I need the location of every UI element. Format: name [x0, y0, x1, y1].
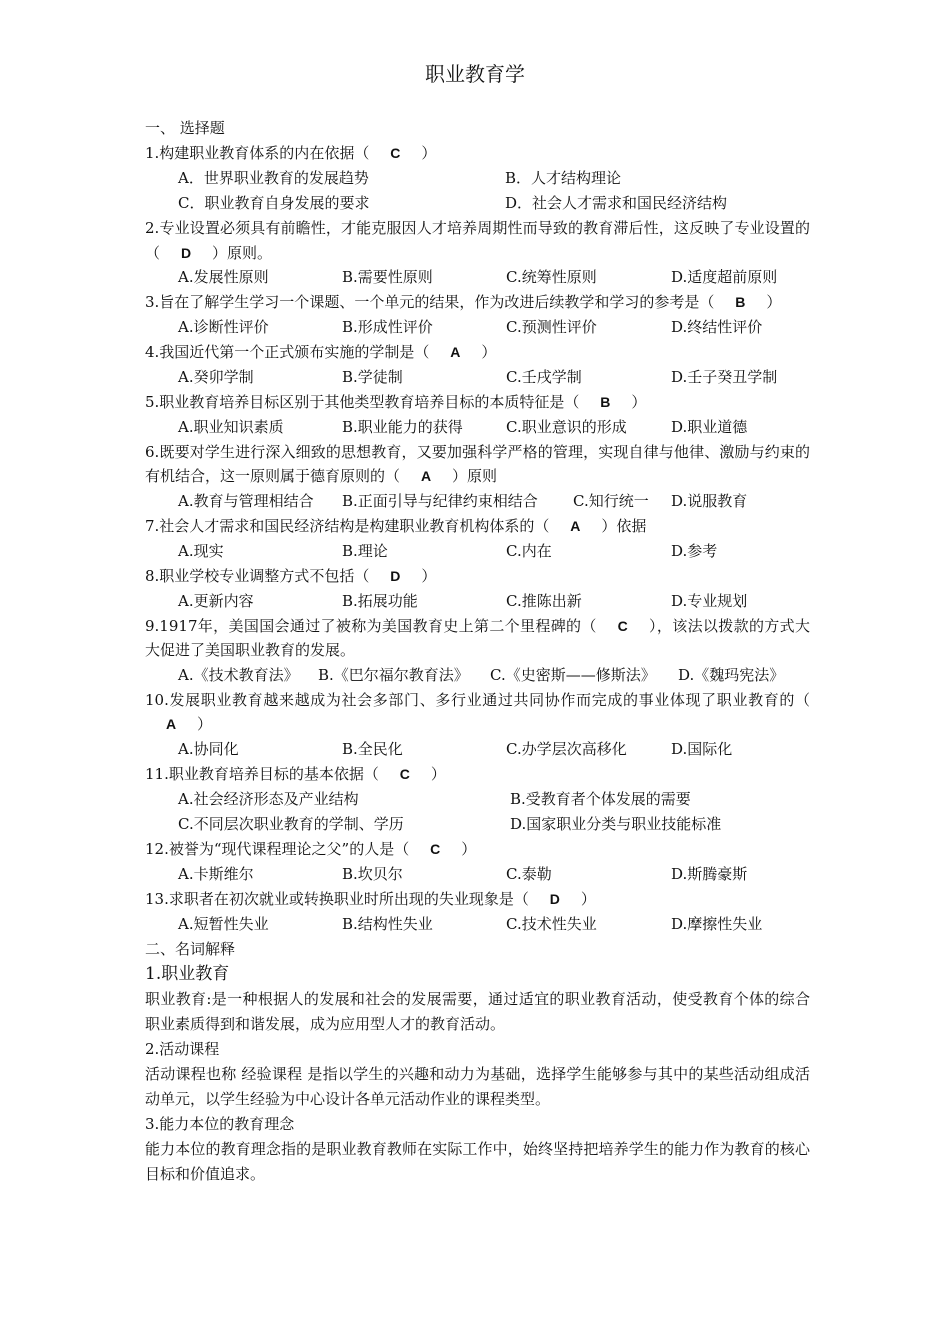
options-12 [145, 862, 810, 887]
option-a: A.协同化 [178, 739, 239, 758]
option-b: B.全民化 [342, 739, 403, 758]
option-c: C.推陈出新 [506, 591, 582, 610]
option-d: D.终结性评价 [671, 317, 763, 336]
answer-8: D [390, 567, 401, 584]
term-heading-3: 3.能力本位的教育理念 [145, 1114, 295, 1133]
option-a: A.诊断性评价 [178, 317, 269, 336]
option-c: C.壬戌学制 [506, 367, 582, 386]
answer-3: B [735, 294, 746, 310]
answer-2: D [180, 244, 192, 261]
section-heading-terms: 二、名词解释 [145, 939, 236, 958]
option-b: B.拓展功能 [342, 591, 418, 610]
option-a: A.现实 [178, 541, 224, 560]
options-1b [145, 191, 810, 216]
option-c: C.《史密斯——修斯法》 [490, 665, 656, 684]
question-8: 8.职业学校专业调整方式不包括（ D ） [145, 564, 810, 589]
option-d: D.国际化 [671, 739, 733, 758]
question-13: 13.求职者在初次就业或转换职业时所出现的失业现象是（ D ） [145, 887, 810, 912]
option-d: D.摩擦性失业 [671, 914, 763, 933]
option-b: B．人才结构理论 [505, 169, 622, 187]
answer-4: A [450, 343, 461, 360]
option-d: D.壬子癸丑学制 [671, 367, 778, 386]
option-d: D.专业规划 [671, 591, 748, 610]
option-c: C.不同层次职业教育的学制、学历 [178, 814, 404, 833]
option-a: A.更新内容 [178, 591, 254, 610]
options-10 [145, 737, 810, 762]
answer-5: B [600, 393, 611, 410]
options-2 [145, 265, 810, 290]
option-c: C.泰勒 [506, 864, 552, 883]
question-4: 4.我国近代第一个正式颁布实施的学制是（ A ） [145, 340, 810, 365]
option-a: A．世界职业教育的发展趋势 [178, 169, 369, 187]
option-a: A.癸卯学制 [178, 367, 254, 386]
options-13 [145, 912, 810, 937]
option-d: D.《魏玛宪法》 [678, 665, 785, 684]
option-c: C.预测性评价 [506, 317, 597, 336]
options-4 [145, 365, 810, 390]
option-c: C.职业意识的形成 [506, 417, 627, 436]
option-d: D.国家职业分类与职业技能标准 [510, 814, 722, 833]
options-11b [145, 812, 810, 837]
option-b: B.坎贝尔 [342, 864, 403, 883]
option-c: C.内在 [506, 541, 552, 560]
answer-13: D [549, 890, 560, 907]
option-c: C.办学层次高移化 [506, 739, 627, 758]
answer-6: A [420, 468, 432, 484]
question-7: 7.社会人才需求和国民经济结构是构建职业教育机构体系的（ A ）依据 [145, 514, 810, 539]
option-c: C.知行统一 [573, 491, 649, 510]
answer-9: C [617, 617, 628, 634]
option-a: A.发展性原则 [178, 268, 269, 286]
answer-12: C [430, 840, 441, 857]
option-b: B.正面引导与纪律约束相结合 [342, 491, 538, 510]
option-d: D.斯腾豪斯 [671, 864, 748, 883]
answer-1: C [390, 145, 401, 161]
option-c: C.统筹性原则 [506, 268, 597, 286]
option-b: B.形成性评价 [342, 317, 433, 336]
option-d: D．社会人才需求和国民经济结构 [505, 194, 728, 212]
answer-10: A [165, 716, 177, 732]
term-definition-3: 能力本位的教育理念指的是职业教育教师在实际工作中，始终坚持把培养学生的能力作为教育的核心目标和价值追求。 [145, 1139, 810, 1183]
option-d: D.职业道德 [671, 417, 748, 436]
option-a: A.短暂性失业 [178, 914, 269, 933]
options-5 [145, 415, 810, 440]
option-b: B.学徒制 [342, 367, 403, 386]
question-5: 5.职业教育培养目标区别于其他类型教育培养目标的本质特征是（ B ） [145, 390, 810, 415]
question-2: 2.专业设置必须具有前瞻性，才能克服因人才培养周期性而导致的教育滞后性，这反映了专业设置的（ D ）原则。 [145, 216, 810, 265]
option-d: D.参考 [671, 541, 718, 560]
document-body [145, 116, 810, 1187]
option-a: A.教育与管理相结合 [178, 491, 314, 510]
question-1: 1.构建职业教育体系的内在依据（ C ） [145, 141, 810, 166]
option-d: D.说服教育 [671, 491, 748, 510]
term-heading-2: 2.活动课程 [145, 1039, 220, 1058]
term-definition-2: 活动课程也称 经验课程 是指以学生的兴趣和动力为基础，选择学生能够参与其中的某些活动组成活动单元，以学生经验为中心设计各单元活动作业的课程类型。 [145, 1064, 810, 1108]
option-d: D.适度超前原则 [671, 268, 778, 286]
option-c: C.技术性失业 [506, 914, 597, 933]
section-heading-choice: 一、 选择题 [145, 119, 225, 137]
answer-11: C [399, 765, 410, 782]
options-7 [145, 539, 810, 564]
options-6 [145, 489, 810, 514]
question-10: 10.发展职业教育越来越成为社会多部门、多行业通过共同协作而完成的事业体现了职业教育的（A ） [145, 688, 810, 737]
question-9: 9.1917年，美国国会通过了被称为美国教育史上第二个里程碑的（ C ），该法以拨款的方式大大促进了美国职业教育的发展。 [145, 614, 810, 663]
option-a: A.职业知识素质 [178, 417, 284, 436]
option-b: B.职业能力的获得 [342, 417, 463, 436]
options-1 [145, 166, 810, 191]
options-9 [145, 663, 810, 688]
answer-7: A [570, 517, 581, 534]
question-12: 12.被誉为“现代课程理论之父”的人是（ C ） [145, 837, 810, 862]
option-b: B.结构性失业 [342, 914, 433, 933]
term-definition-1: 职业教育:是一种根据人的发展和社会的发展需要，通过适宜的职业教育活动，使受教育个体的综合职业素质得到和谐发展，成为应用型人才的教育活动。 [145, 989, 810, 1033]
term-heading-1: 1.职业教育 [145, 963, 230, 984]
option-b: B.需要性原则 [342, 268, 433, 286]
options-11 [145, 787, 810, 812]
option-a: A.社会经济形态及产业结构 [178, 789, 359, 808]
options-8 [145, 589, 810, 614]
option-b: B.理论 [342, 541, 388, 560]
document-title: 职业教育学 [425, 62, 525, 86]
option-c: C．职业教育自身发展的要求 [178, 194, 370, 212]
option-a: A.《技术教育法》 [178, 665, 299, 684]
option-a: A.卡斯维尔 [178, 864, 254, 883]
option-b: B.受教育者个体发展的需要 [510, 789, 691, 808]
question-3: 3.旨在了解学生学习一个课题、一个单元的结果，作为改进后续教学和学习的参考是（ B ） [145, 290, 810, 315]
options-3 [145, 315, 810, 340]
option-b: B.《巴尔福尔教育法》 [318, 665, 469, 684]
question-6: 6.既要对学生进行深入细致的思想教育，又要加强科学严格的管理，实现自律与他律、激励与约束的有机结合，这一原则属于德育原则的（ A ）原则 [145, 440, 810, 489]
question-11: 11.职业教育培养目标的基本依据（ C ） [145, 762, 810, 787]
